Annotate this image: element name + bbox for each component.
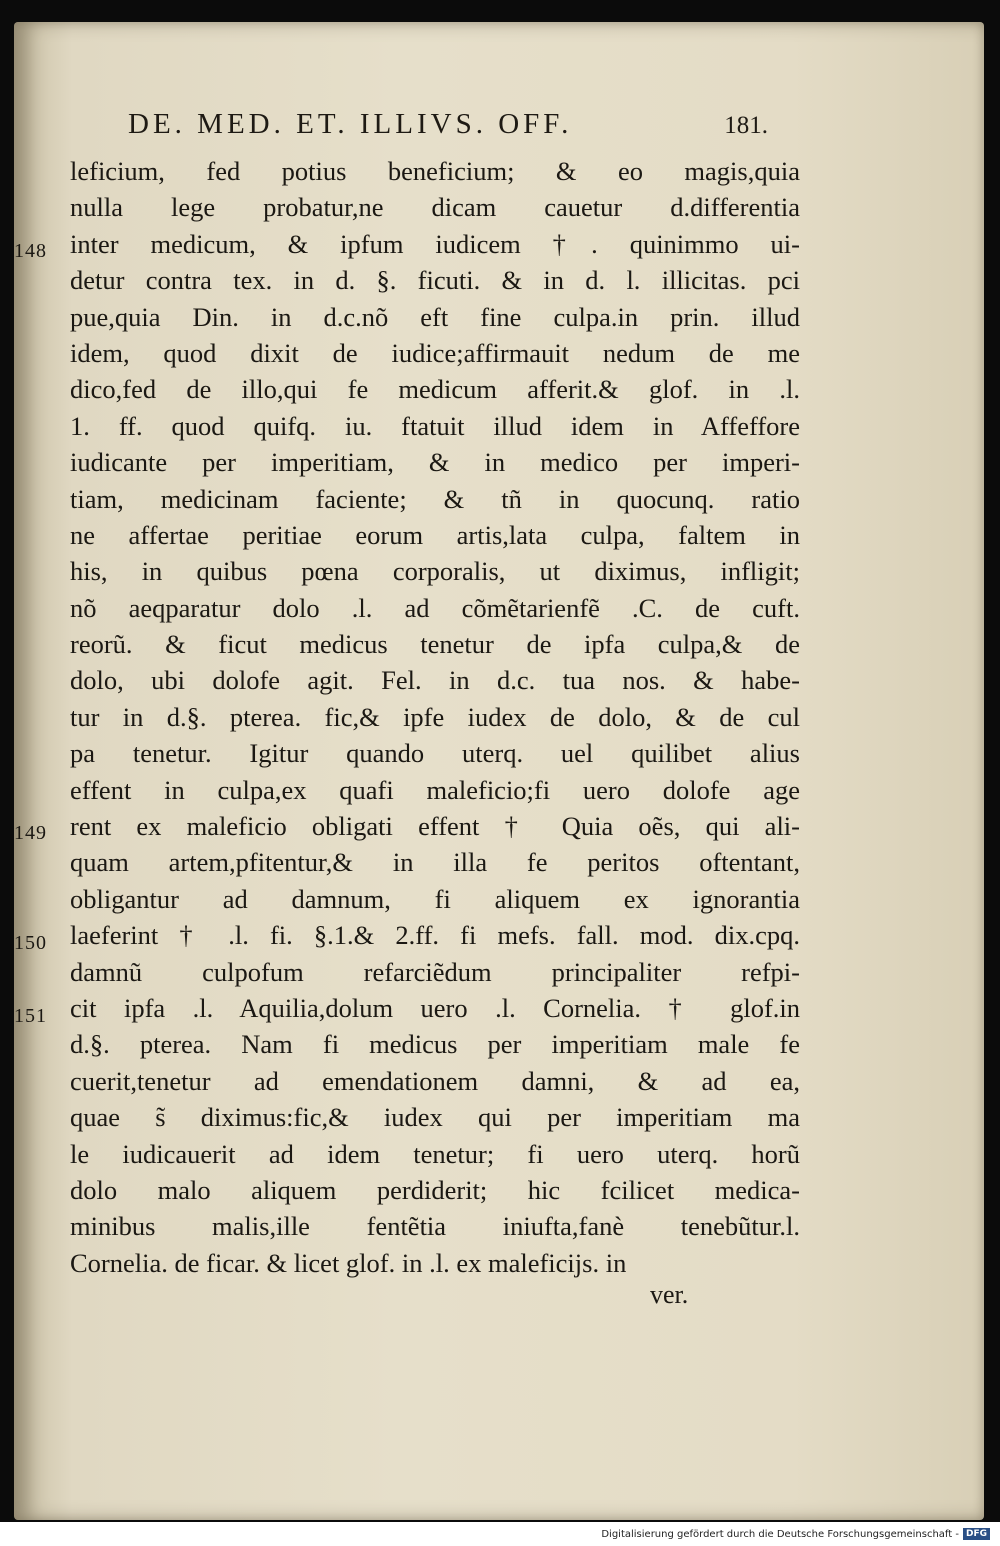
- text-line: tiam, medicinam faciente; & tñ in quocunq. ratio: [70, 483, 800, 514]
- text-line: minibus malis,ille fentẽtia iniufta,fanè tenebũtur.l.: [70, 1211, 800, 1242]
- text-line: nõ aeqparatur dolo .l. ad cõmẽtarienfẽ .C. de cuft.: [70, 592, 800, 623]
- text-line: reorũ. & ficut medicus tenetur de ipfa culpa,& de: [70, 629, 800, 660]
- catchword: ver.: [650, 1280, 689, 1309]
- text-line: leficium, fed potius beneficium; & eo magis,quia: [70, 156, 800, 186]
- text-line: Cornelia. de ficar. & licet glof. in .l. ex maleficijs. in: [70, 1247, 627, 1278]
- text-line: damnũ culpofum refarciẽdum principaliter refpi-: [70, 956, 800, 987]
- text-line: dolo, ubi dolofe agit. Fel. in d.c. tua nos. & habe-: [70, 665, 800, 696]
- text-line: idem, quod dixit de iudice;affirmauit nedum de me: [70, 337, 800, 368]
- text-line: d.§. pterea. Nam fi medicus per imperitiam male fe: [70, 1029, 800, 1060]
- dfg-logo: DFG: [963, 1528, 990, 1540]
- text-line: quae s̃ diximus:fic,& iudex qui per imperitiam ma: [70, 1102, 800, 1133]
- text-line: quam artem,pfitentur,& in illa fe peritos oftentant,: [70, 847, 800, 878]
- text-line: laeferint † .l. fi. §.1.& 2.ff. fi mefs. fall. mod. dix.cpq.: [70, 920, 800, 951]
- text-line: 1. ff. quod quifq. iu. ftatuit illud idem in Affeffore: [70, 410, 800, 441]
- text-line: his, in quibus pœna corporalis, ut diximus, infligit;: [70, 556, 800, 587]
- text-line: rent ex maleficio obligati effent † Quia oẽs, qui ali-: [70, 811, 800, 842]
- text-line: pue,quia Din. in d.c.nõ eft fine culpa.in prin. illud: [70, 301, 800, 332]
- page-header: [128, 108, 768, 148]
- text-line: tur in d.§. pterea. fic,& ipfe iudex de dolo, & de cul: [70, 701, 800, 732]
- text-line: cit ipfa .l. Aquilia,dolum uero .l. Cornelia. † glof.in: [70, 992, 800, 1023]
- text-line: inter medicum, & ipfum iudicem †. quinimmo ui-: [70, 228, 800, 259]
- text-line: effent in culpa,ex quafi maleficio;fi uero dolofe age: [70, 774, 800, 805]
- text-line: iudicante per imperitiam, & in medico per imperi-: [70, 447, 800, 478]
- text-line: dolo malo aliquem perdiderit; hic fcilicet medica-: [70, 1174, 800, 1205]
- text-line: detur contra tex. in d. §. ficuti. & in d. l. illicitas. pci: [70, 265, 800, 296]
- margin-number: 151: [14, 1005, 47, 1027]
- text-line: ne affertae peritiae eorum artis,lata culpa, faltem in: [70, 519, 800, 550]
- text-line: le iudicauerit ad idem tenetur; fi uero uterq. horũ: [70, 1138, 800, 1169]
- text-line: cuerit,tenetur ad emendationem damni, & ad ea,: [70, 1065, 800, 1096]
- margin-number: 149: [14, 822, 47, 844]
- margin-number: 150: [14, 932, 47, 954]
- margin-number: 148: [14, 240, 47, 262]
- page-number: 181.: [724, 112, 768, 139]
- footer-bar: [0, 1522, 1000, 1546]
- text-line: nulla lege probatur,ne dicam cauetur d.differentia: [70, 192, 800, 223]
- running-head: DE. MED. ET. ILLIVS. OFF.: [128, 108, 573, 140]
- footer-credit: Digitalisierung gefördert durch die Deutsche Forschungsgemeinschaft -: [601, 1528, 959, 1540]
- text-line: pa tenetur. Igitur quando uterq. uel quilibet alius: [70, 738, 800, 769]
- text-line: obligantur ad damnum, fi aliquem ex ignorantia: [70, 883, 800, 914]
- body-text: [70, 153, 800, 1281]
- text-line: dico,fed de illo,qui fe medicum afferit.& glof. in .l.: [70, 374, 800, 405]
